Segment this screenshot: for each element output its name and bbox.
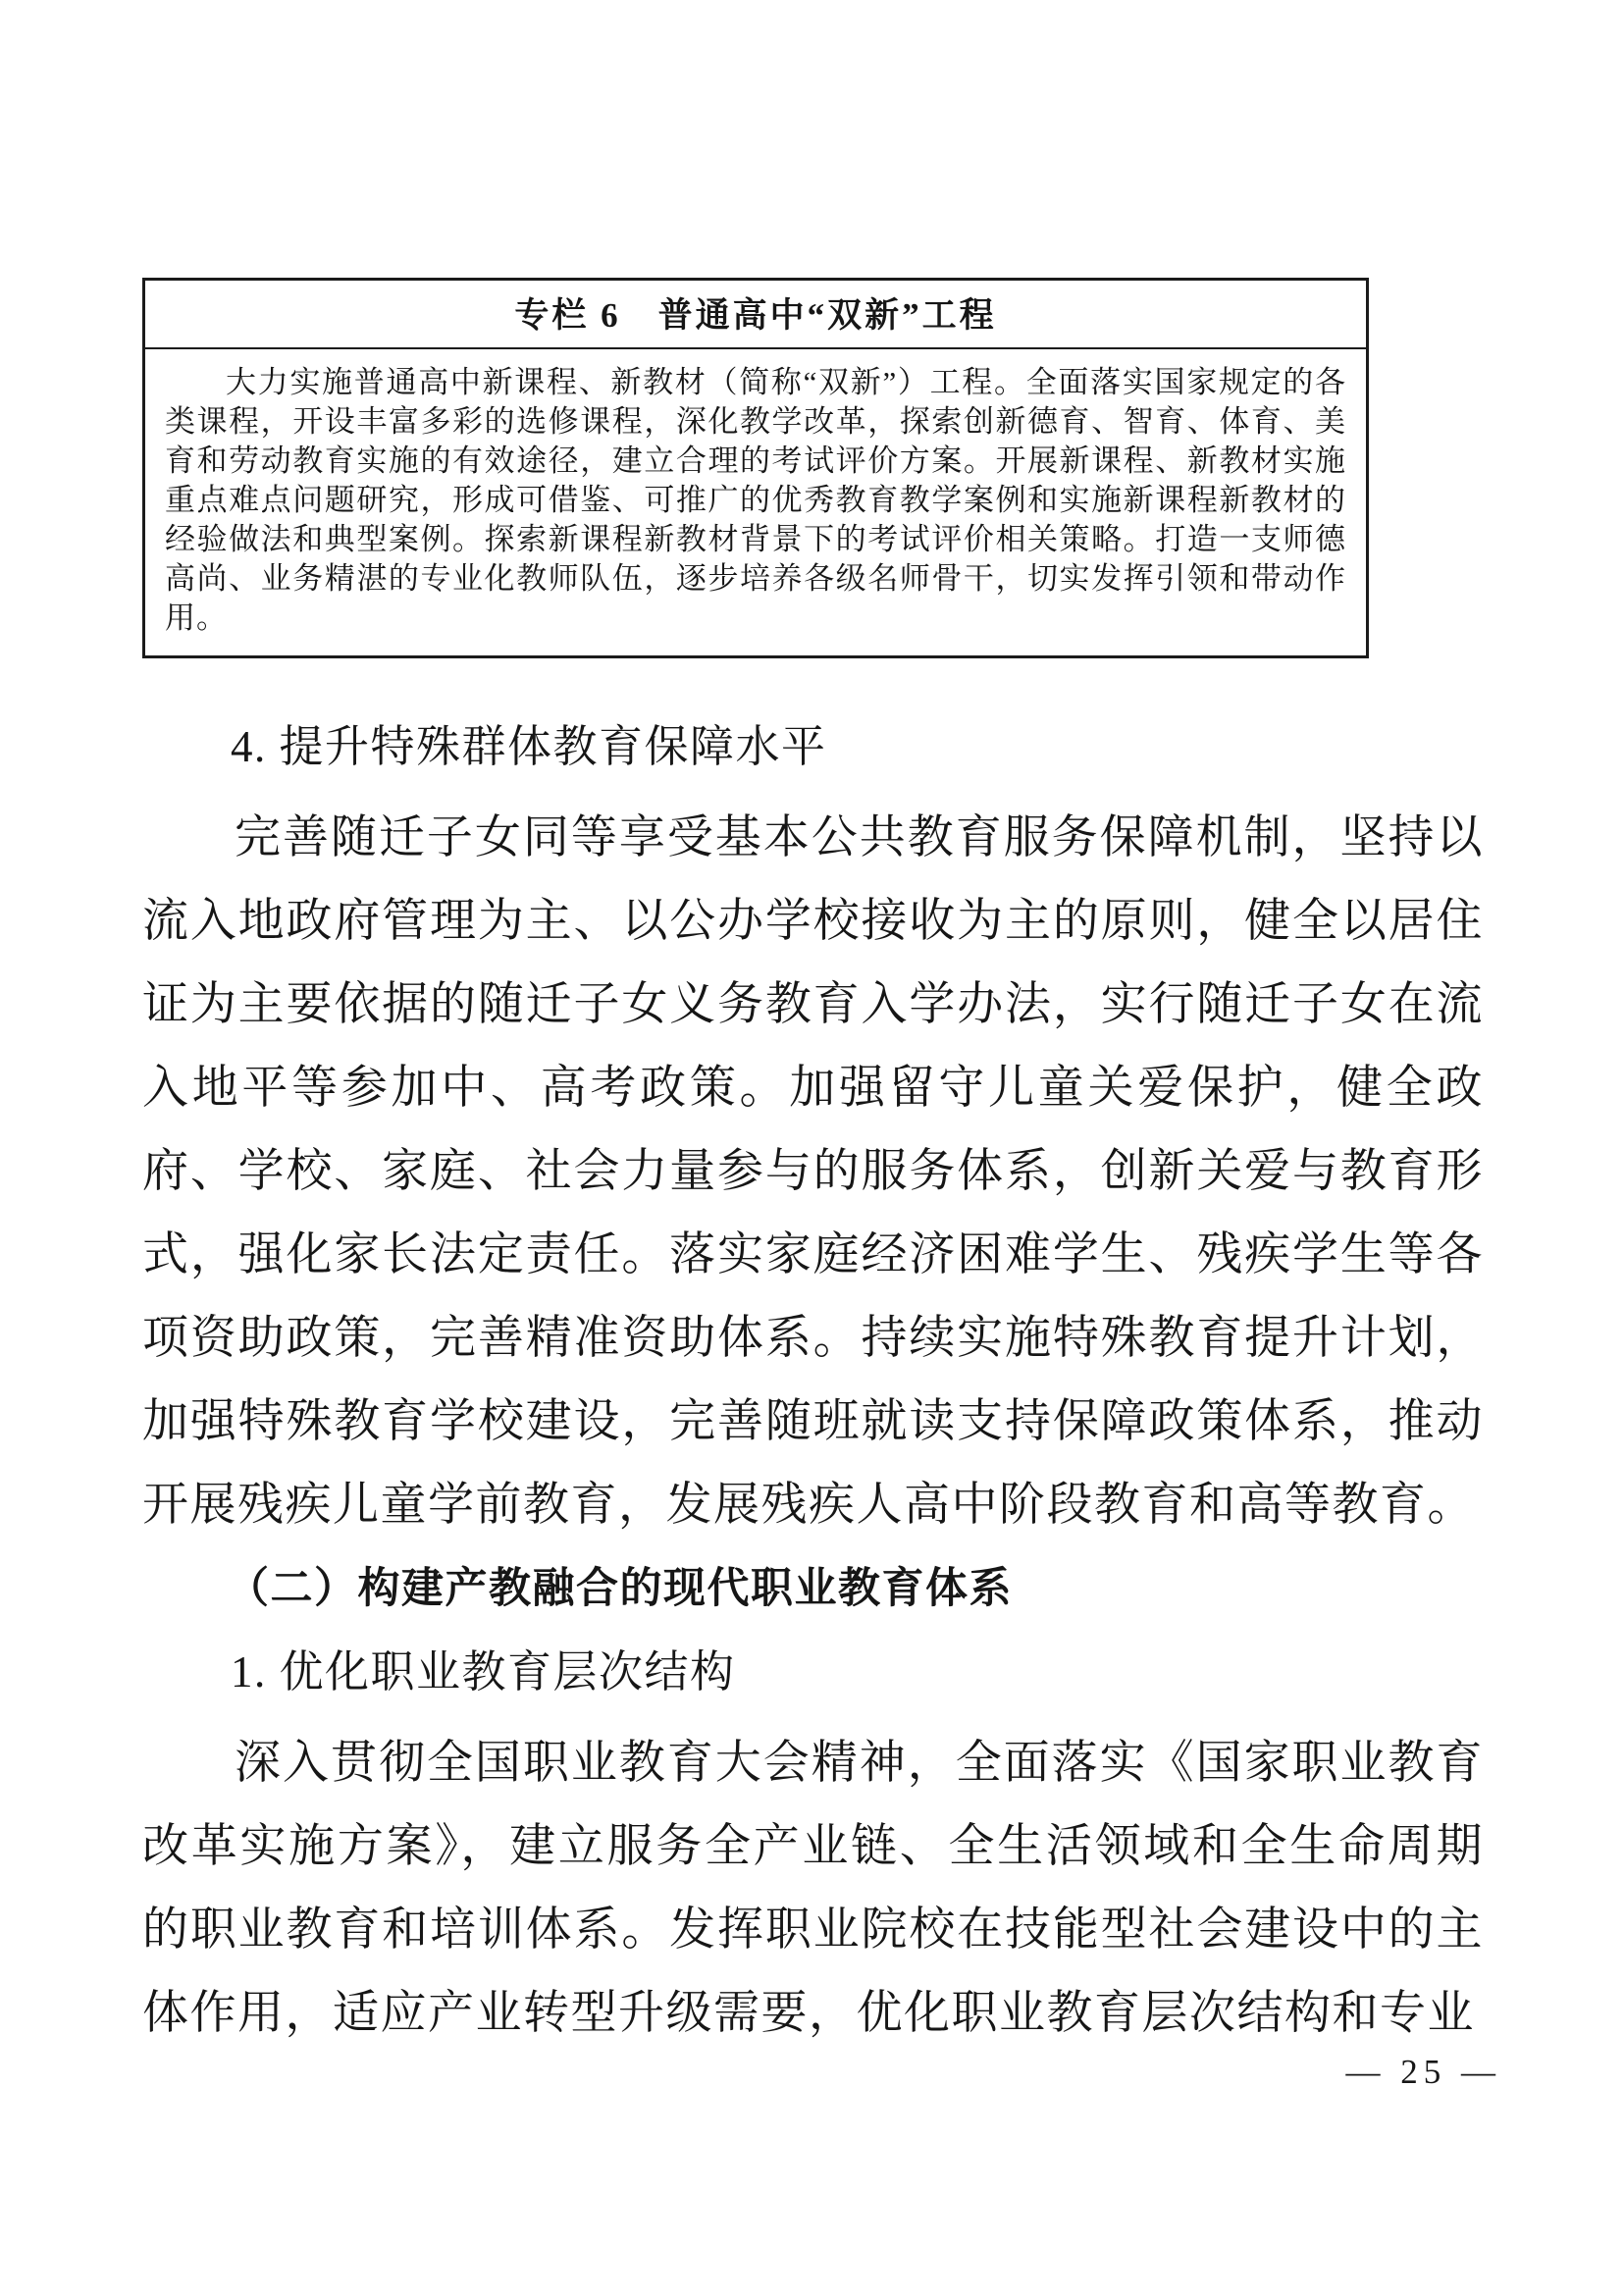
heading-special-groups: 4. 提升特殊群体教育保障水平 — [231, 722, 827, 771]
callout-title: 专栏 6 普通高中“双新”工程 — [514, 296, 997, 335]
callout-divider — [145, 347, 1366, 349]
paragraph-special-groups: 完善随迁子女同等享受基本公共教育服务保障机制，坚持以流入地政府管理为主、以公办学校接收为主的原则，健全以居住证为主要依据的随迁子女义务教育入学办法，实行随迁子女在流入地平等参加中、高考政策。加强留守儿童关爱保护，健全政府、学校、家庭、社会力量参与的服务体系，创新关爱与教育形式，强化家长法定责任。落实家庭经济困难学生、残疾学生等各项资助政策，完善精准资助体系。持续实施特殊教育提升计划，加强特殊教育学校建设，完善随班就读支持保障政策体系，推动开展残疾儿童学前教育，发展残疾人高中阶段教育和高等教育。 — [142, 812, 1484, 1531]
main-text-column — [142, 674, 1484, 2056]
callout-box — [142, 278, 1369, 658]
heading-vocational-structure: 1. 优化职业教育层次结构 — [231, 1647, 736, 1696]
heading-section-two: （二）构建产教融合的现代职业教育体系 — [227, 1566, 1013, 1612]
callout-body-text: 大力实施普通高中新课程、新教材（简称“双新”）工程。全面落实国家规定的各类课程，开设丰富多彩的选修课程，深化教学改革，探索创新德育、智育、体育、美育和劳动教育实施的有效途径，建立合理的考试评价方案。开展新课程、新教材实施重点难点问题研究，形成可借鉴、可推广的优秀教育教学案例和实施新课程新教材的经验做法和典型案例。探索新课程新教材背景下的考试评价相关策略。打造一支师德高尚、业务精湛的专业化教师队伍，逐步培养各级名师骨干，切实发挥引领和带动作用。 — [165, 365, 1346, 635]
page-number: — 25 — — [1345, 2053, 1501, 2091]
paragraph-vocational: 深入贯彻全国职业教育大会精神，全面落实《国家职业教育改革实施方案》，建立服务全产业链、全生活领域和全生命周期的职业教育和培训体系。发挥职业院校在技能型社会建设中的主体作用，适应产业转型升级需要，优化职业教育层次结构和专业 — [142, 1738, 1484, 2039]
